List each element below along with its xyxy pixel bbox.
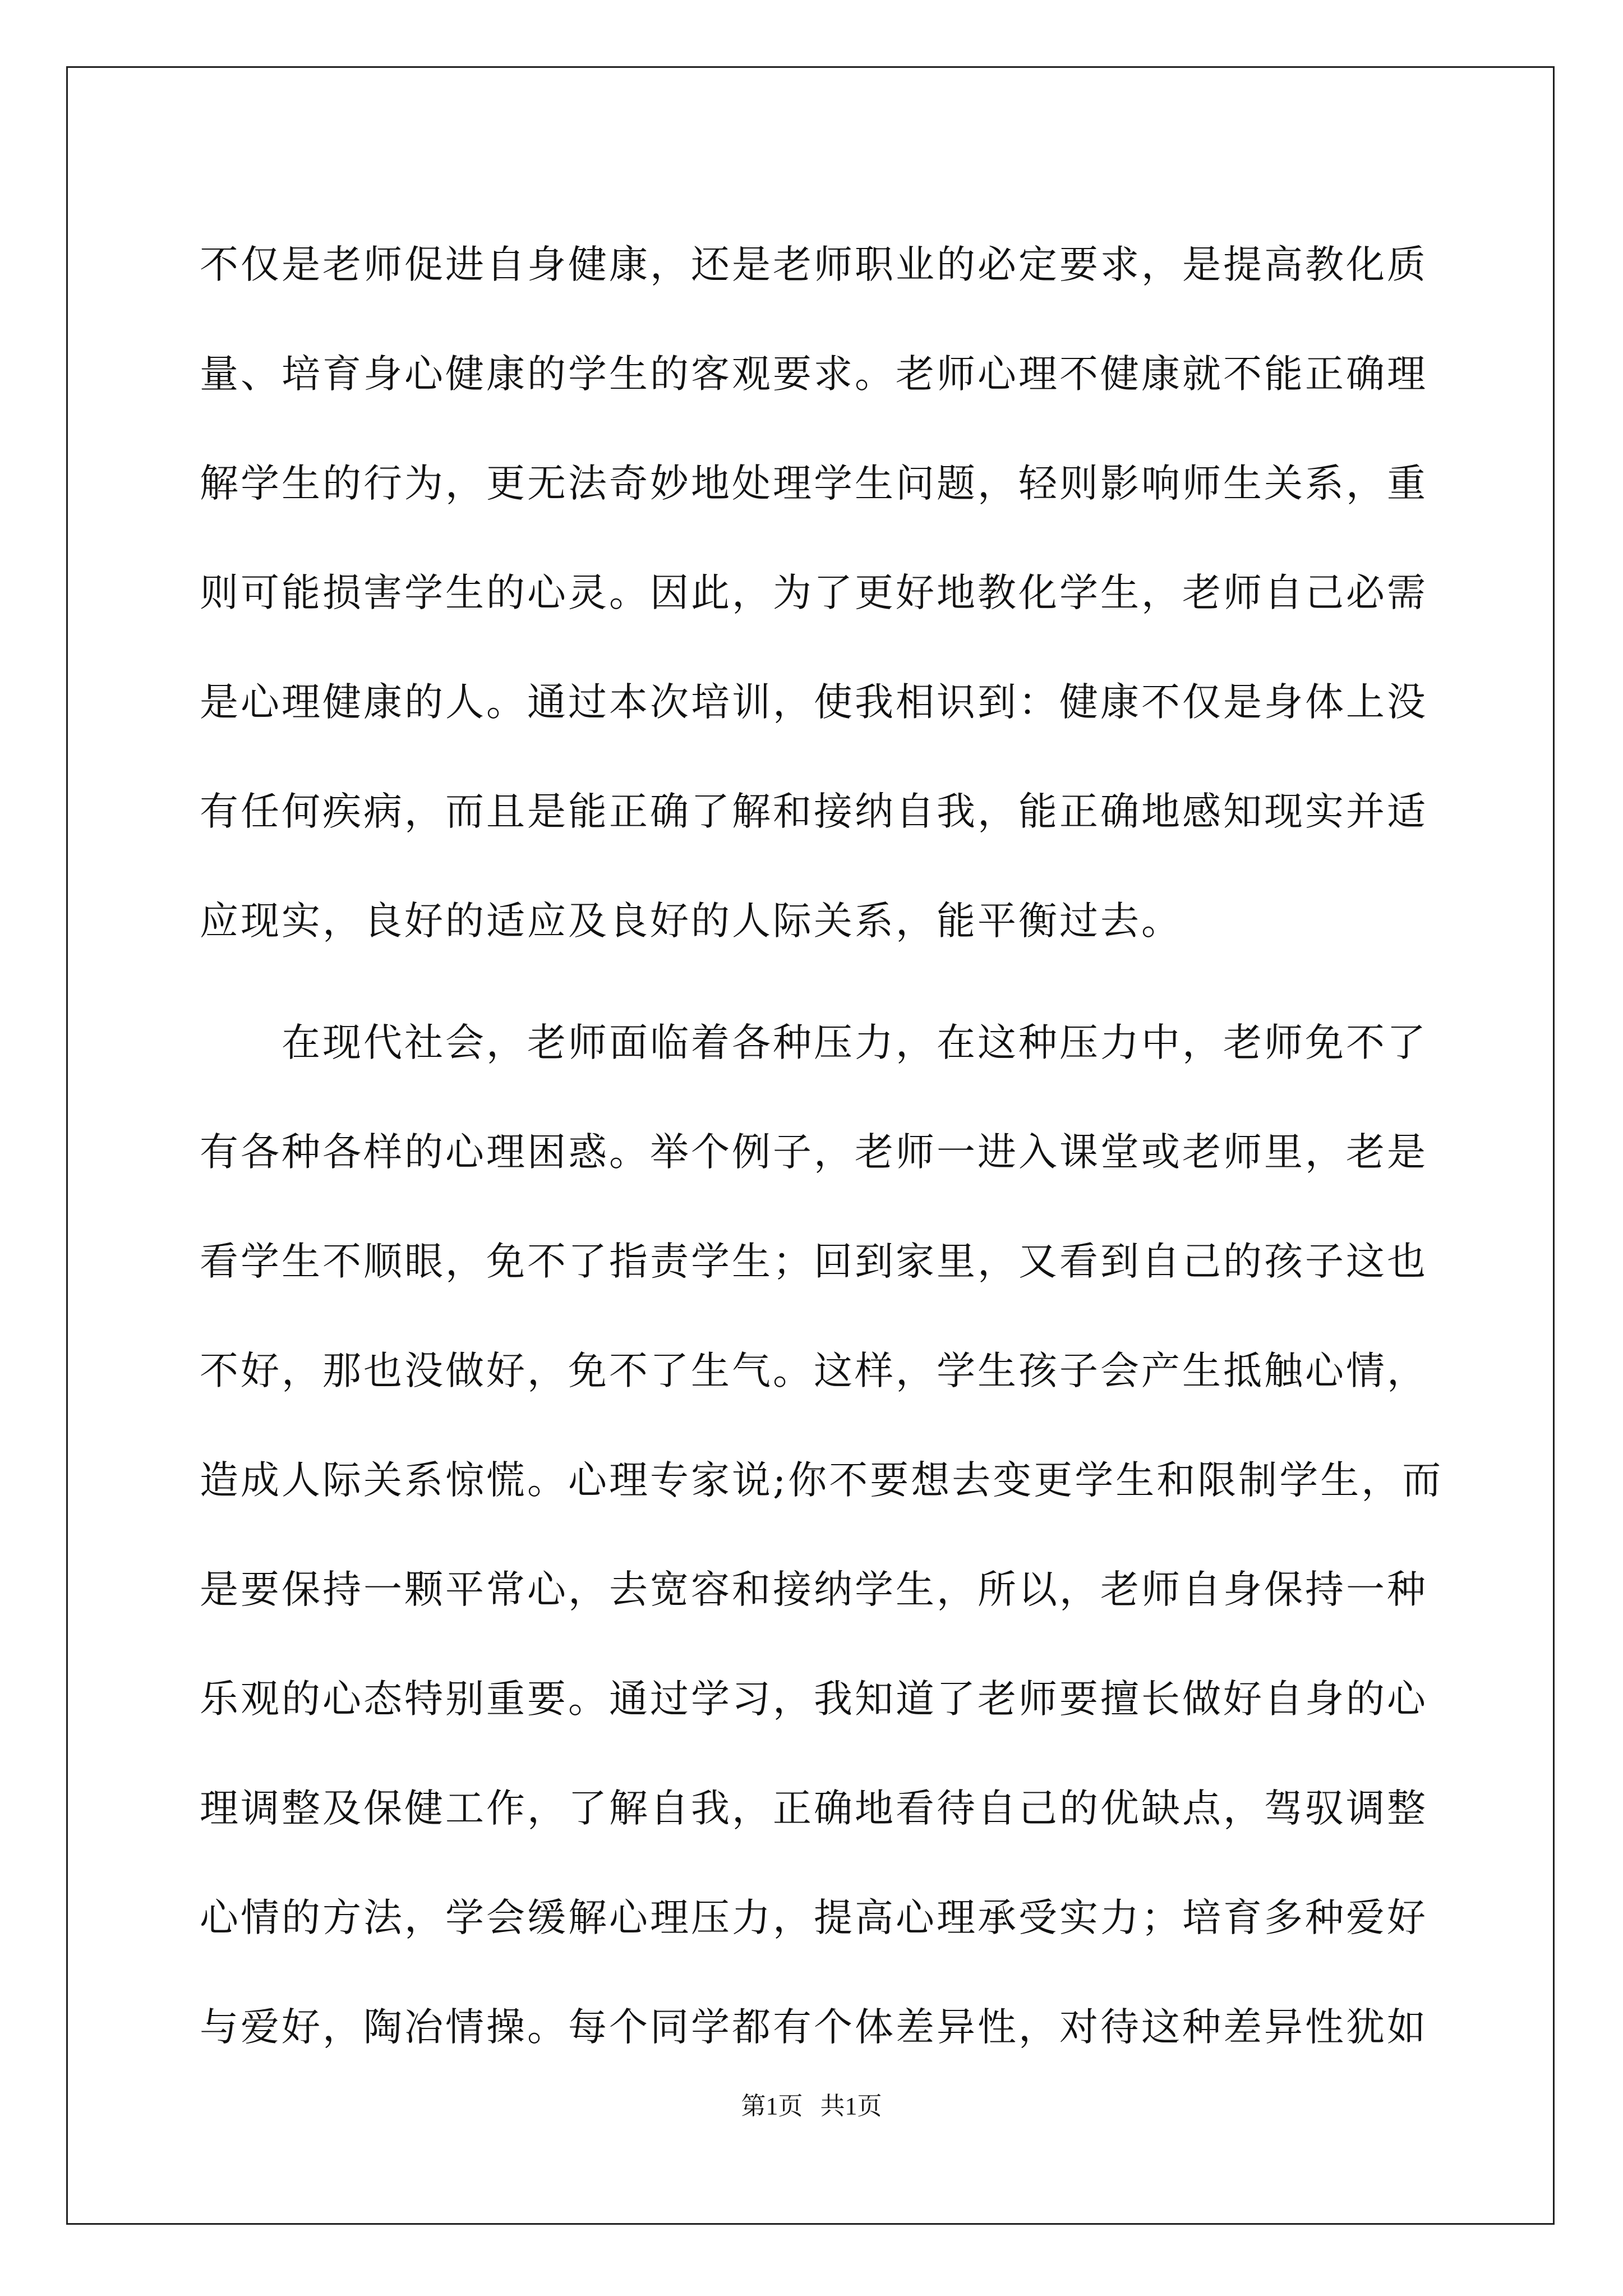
text-line: 不好，那也没做好，免不了生气。这样，学生孩子会产生抵触心情， xyxy=(200,1349,1428,1393)
text-line: 是要保持一颗平常心，去宽容和接纳学生，所以，老师自身保持一种 xyxy=(200,1567,1428,1612)
text-line: 有各种各样的心理困惑。举个例子，老师一进入课堂或老师里，老是 xyxy=(200,1130,1428,1175)
text-line: 有任何疾病，而且是能正确了解和接纳自我，能正确地感知现实并适 xyxy=(200,789,1428,834)
text-line: 是心理健康的人。通过本次培训，使我相识到：健康不仅是身体上没 xyxy=(200,680,1428,725)
text-line: 解学生的行为，更无法奇妙地处理学生问题，轻则影响师生关系，重 xyxy=(200,461,1428,506)
text-line: 不仅是老师促进自身健康，还是老师职业的必定要求，是提高教化质 xyxy=(200,242,1428,287)
text-line: 则可能损害学生的心灵。因此，为了更好地教化学生，老师自己必需 xyxy=(200,570,1428,615)
document-body xyxy=(200,210,1444,2082)
text-line: 心情的方法，学会缓解心理压力，提高心理承受实力；培育多种爱好 xyxy=(200,1895,1428,1940)
text-line: 与爱好，陶冶情操。每个同学都有个体差异性，对待这种差异性犹如 xyxy=(200,2005,1428,2050)
paragraph-1 xyxy=(200,210,1428,976)
page-total: 共1页 xyxy=(820,2092,882,2120)
page-number: 第1页 xyxy=(741,2092,803,2120)
text-line: 理调整及保健工作，了解自我，正确地看待自己的优缺点，驾驭调整 xyxy=(200,1786,1428,1831)
text-line: 造成人际关系惊慌。心理专家说;你不要想去变更学生和限制学生，而 xyxy=(200,1458,1444,1503)
text-line: 乐观的心态特别重要。通过学习，我知道了老师要擅长做好自身的心 xyxy=(200,1677,1428,1722)
paragraph-2 xyxy=(200,988,1444,2082)
page-footer xyxy=(0,2090,1623,2123)
text-line: 看学生不顺眼，免不了指责学生；回到家里，又看到自己的孩子这也 xyxy=(200,1239,1428,1284)
text-line: 量、培育身心健康的学生的客观要求。老师心理不健康就不能正确理 xyxy=(200,352,1428,397)
text-line: 在现代社会，老师面临着各种压力，在这种压力中，老师免不了 xyxy=(200,1020,1428,1065)
text-line: 应现实，良好的适应及良好的人际关系，能平衡过去。 xyxy=(200,899,1182,944)
paragraph-gap xyxy=(200,976,1428,988)
